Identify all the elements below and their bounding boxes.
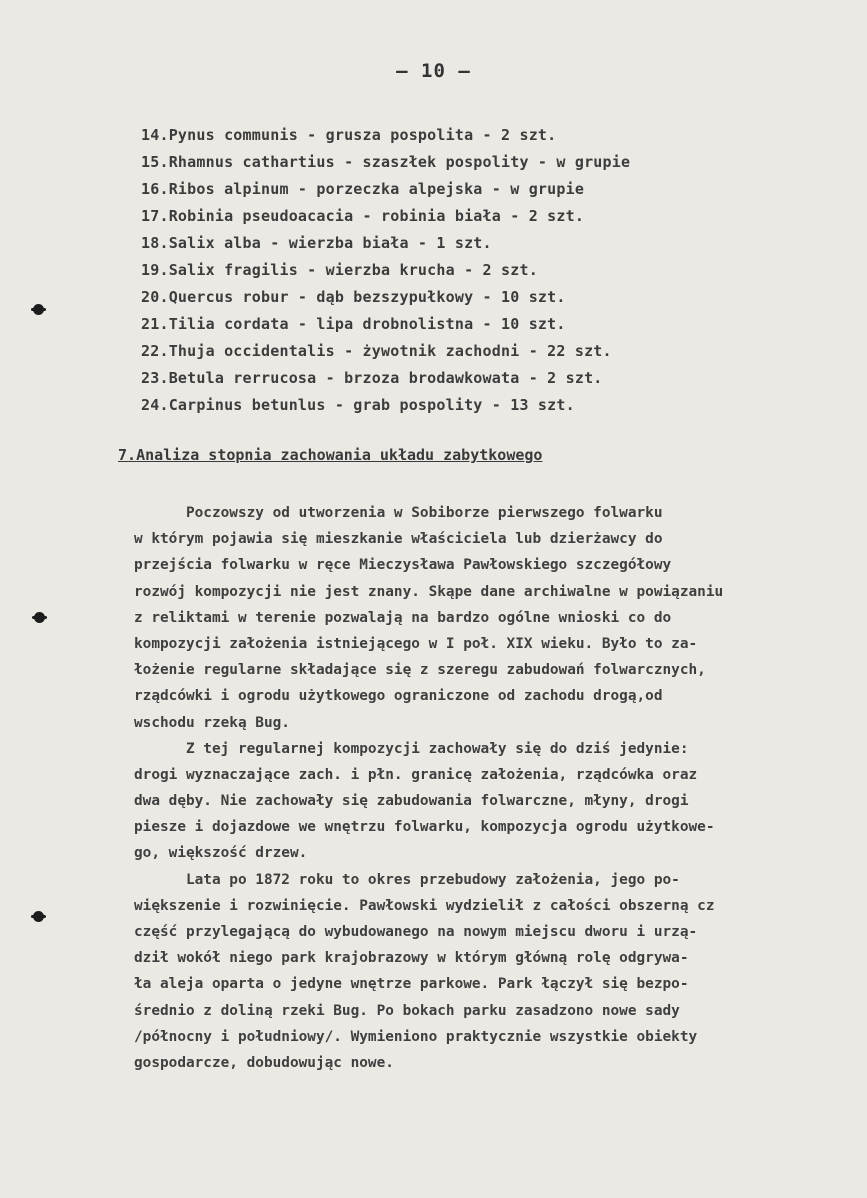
page-number: – 10 –: [396, 60, 471, 82]
section-heading: [118, 446, 542, 464]
text-line: gospodarcze, dobudowując nowe.: [134, 1054, 394, 1071]
text-line: dził wokół niego park krajobrazowy w którym główną rolę odgrywa-: [134, 950, 689, 967]
species-list: [141, 122, 630, 419]
text-line: średnio z doliną rzeki Bug. Po bokach parku zasadzono nowe sady: [134, 1002, 680, 1019]
text-line: rozwój kompozycji nie jest znany. Skąpe dane archiwalne w powiązaniu: [134, 583, 724, 600]
text-line: drogi wyznaczające zach. i płn. granicę założenia, rządcówka oraz: [134, 766, 698, 783]
text-line: Z tej regularnej kompozycji zachowały się do dziś jedynie:: [134, 740, 689, 757]
species-item: 21.Tilia cordata - lipa drobnolistna - 10 szt.: [141, 315, 566, 333]
species-item: 15.Rhamnus cathartius - szaszłek pospolity - w grupie: [141, 153, 631, 171]
species-item: 18.Salix alba - wierzba biała - 1 szt.: [141, 234, 492, 252]
species-item: 20.Quercus robur - dąb bezszypułkowy - 10 szt.: [141, 288, 566, 306]
text-line: z reliktami w terenie pozwalają na bardzo ogólne wnioski co do: [134, 609, 672, 626]
text-line: większenie i rozwinięcie. Pawłowski wydzielił z całości obszerną cz: [134, 897, 715, 914]
text-line: /północny i południowy/. Wymieniono praktycznie wszystkie obiekty: [134, 1028, 698, 1045]
species-item: 16.Ribos alpinum - porzeczka alpejska - w grupie: [141, 180, 585, 198]
punch-hole-mark: [34, 612, 45, 623]
text-line: wschodu rzeką Bug.: [134, 714, 290, 731]
species-item: 24.Carpinus betunlus - grab pospolity - 13 szt.: [141, 396, 575, 414]
species-item: 17.Robinia pseudoacacia - robinia biała - 2 szt.: [141, 207, 585, 225]
text-line: rządcówki i ogrodu użytkowego ograniczone od zachodu drogą,od: [134, 688, 663, 705]
text-line: piesze i dojazdowe we wnętrzu folwarku, kompozycja ogrodu użytkowe-: [134, 819, 715, 836]
species-item: 19.Salix fragilis - wierzba krucha - 2 szt.: [141, 261, 538, 279]
body-text: [134, 500, 854, 1076]
section-title: Analiza stopnia zachowania układu zabytkowego: [136, 446, 543, 464]
species-item: 23.Betula rerrucosa - brzoza brodawkowata - 2 szt.: [141, 369, 603, 387]
text-line: ła aleja oparta o jedyne wnętrze parkowe. Park łączył się bezpo-: [134, 976, 689, 993]
text-line: przejścia folwarku w ręce Mieczysława Pawłowskiego szczegółowy: [134, 557, 672, 574]
text-line: w którym pojawia się mieszkanie właściciela lub dzierżawcy do: [134, 531, 663, 548]
text-line: dwa dęby. Nie zachowały się zabudowania folwarczne, młyny, drogi: [134, 793, 689, 810]
punch-hole-mark: [33, 304, 44, 315]
section-number: 7.: [118, 446, 137, 464]
punch-hole-mark: [33, 911, 44, 922]
species-item: 22.Thuja occidentalis - żywotnik zachodni - 22 szt.: [141, 342, 612, 360]
text-line: Poczowszy od utworzenia w Sobiborze pierwszego folwarku: [134, 505, 663, 521]
text-line: Lata po 1872 roku to okres przebudowy założenia, jego po-: [134, 871, 680, 888]
text-line: go, większość drzew.: [134, 845, 308, 862]
species-item: 14.Pynus communis - grusza pospolita - 2 szt.: [141, 126, 557, 144]
text-line: kompozycji założenia istniejącego w I poł. XIX wieku. Było to za-: [134, 635, 698, 652]
text-line: część przylegającą do wybudowanego na nowym miejscu dworu i urzą-: [134, 924, 698, 940]
text-line: łożenie regularne składające się z szeregu zabudowań folwarcznych,: [134, 662, 706, 679]
